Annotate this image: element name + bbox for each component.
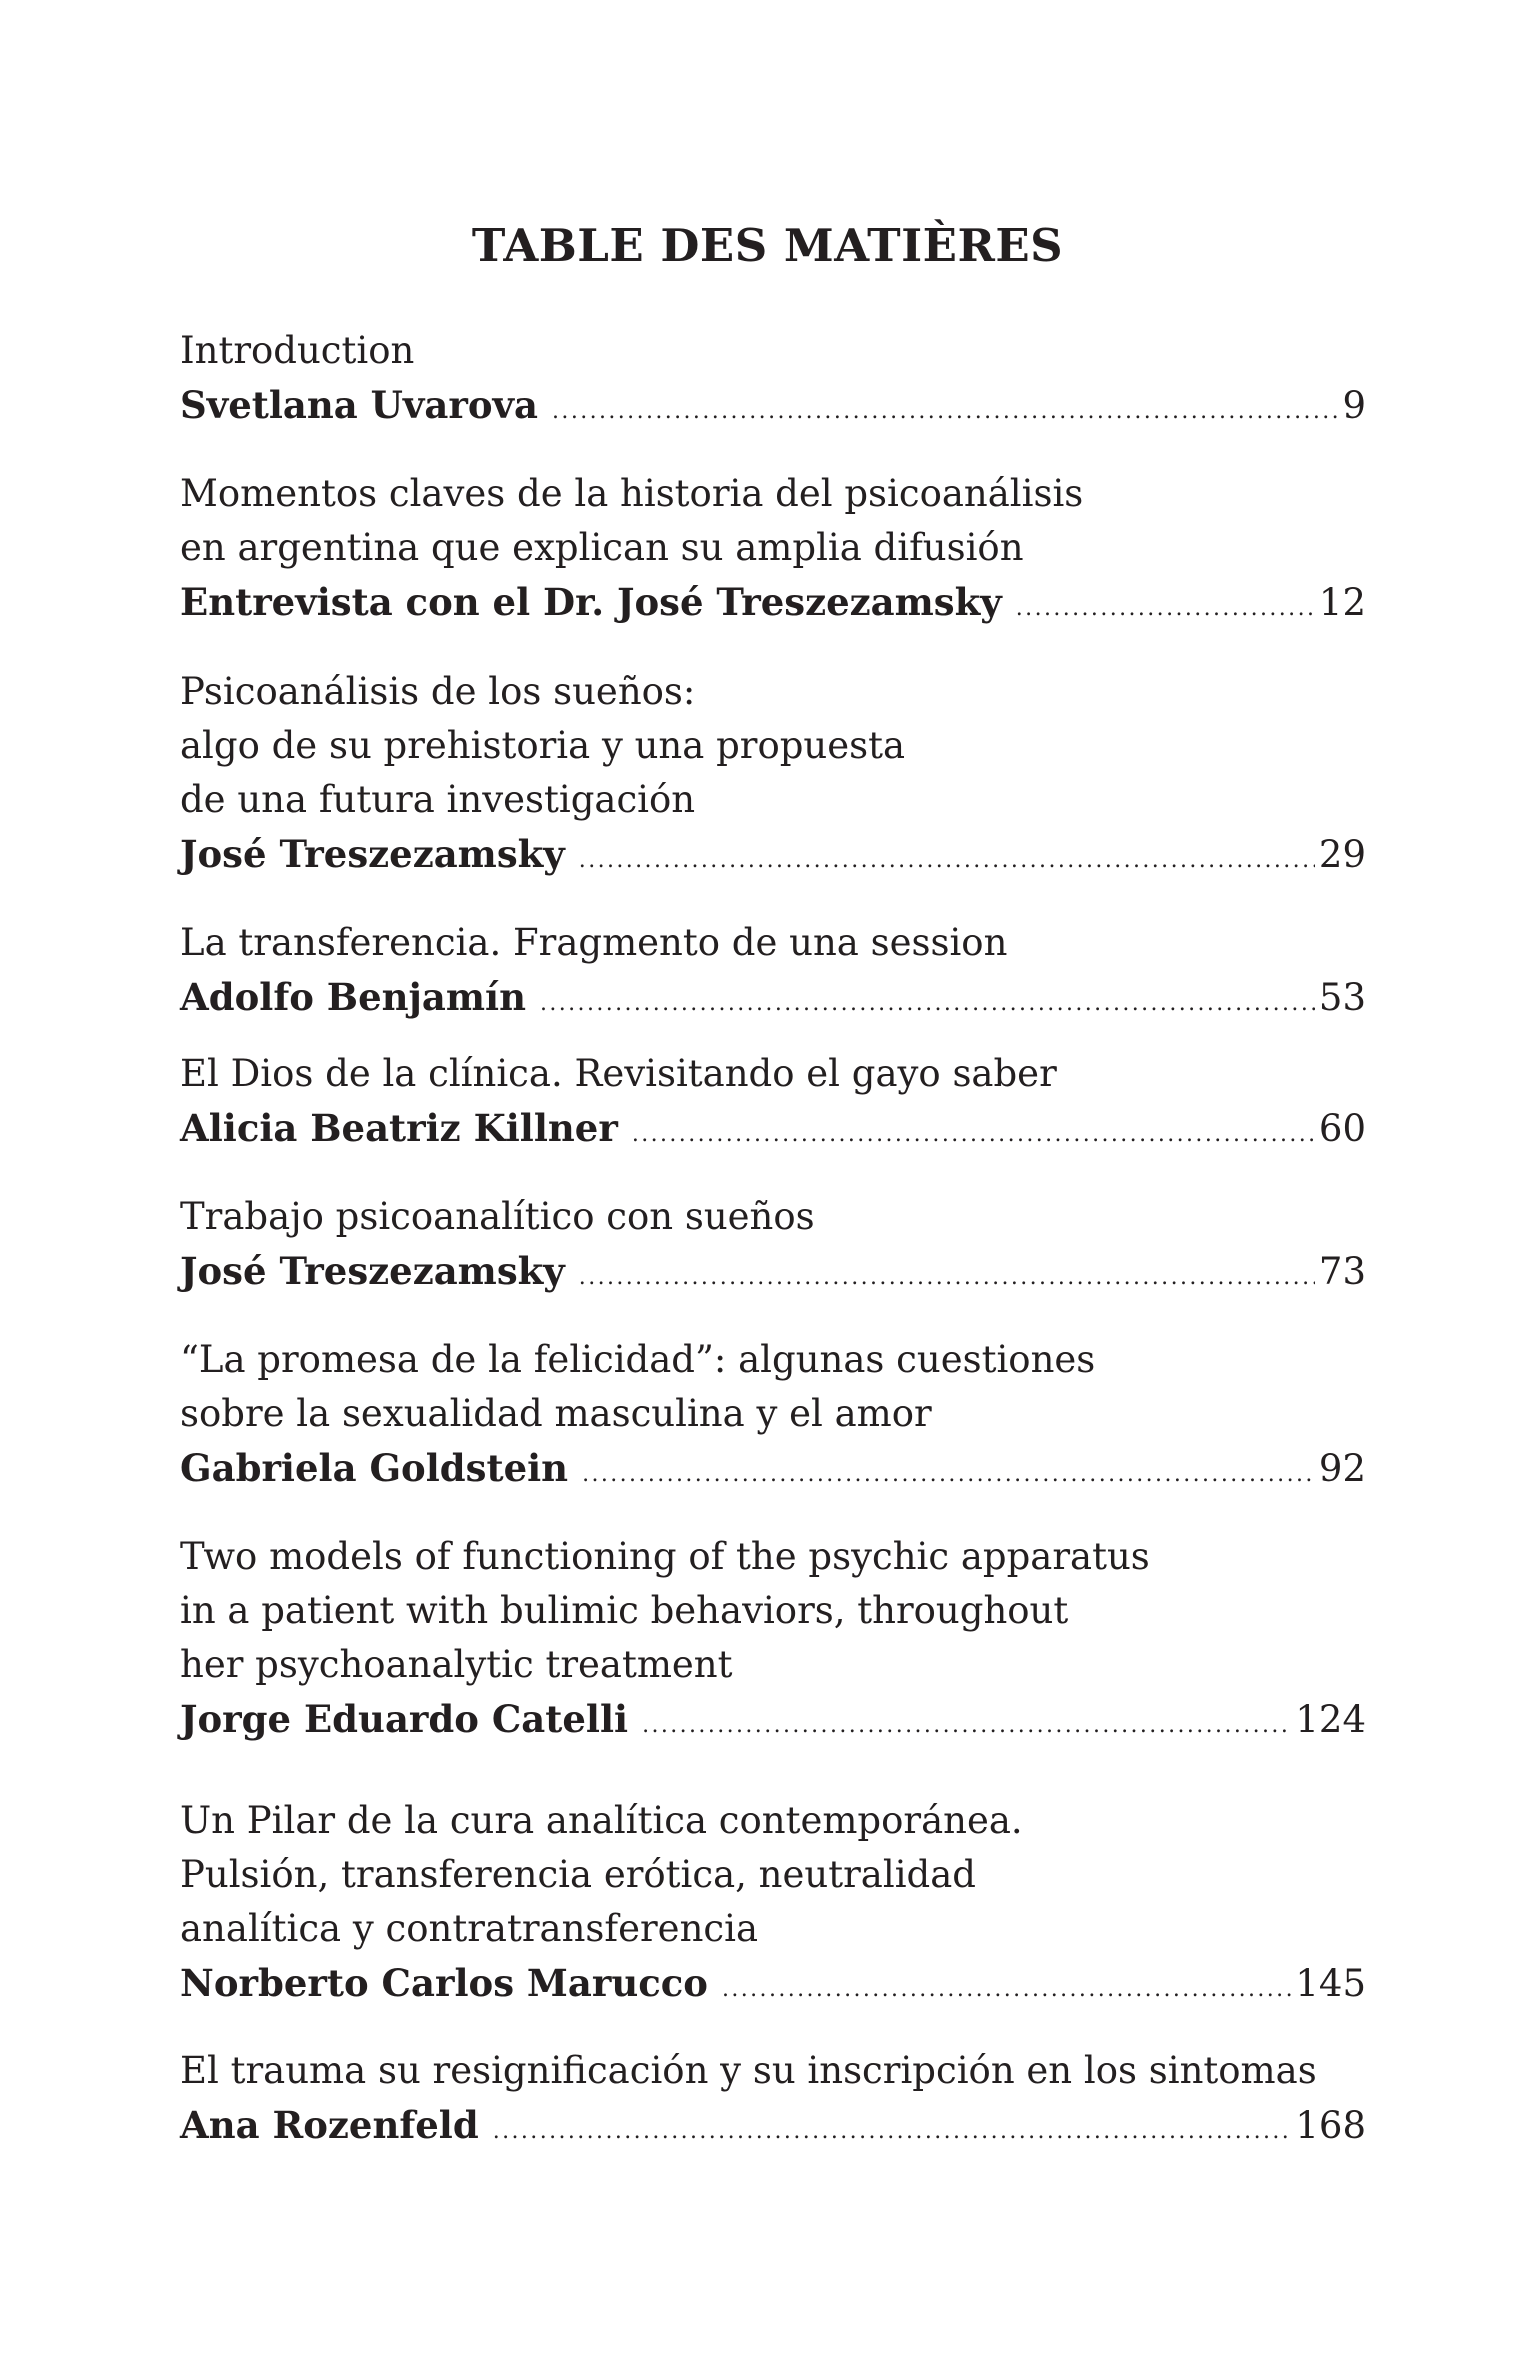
toc-entry-title: analítica y contratransferencia [180,1907,759,1950]
toc-entry-page: 53 [1318,976,1366,1019]
toc-entry-author: Svetlana Uvarova [180,383,539,427]
toc-entry-author-row [180,1441,1366,1495]
toc-entry-author-row [180,1101,1366,1155]
toc-entry-page: 73 [1318,1250,1366,1293]
toc-entry-author-row [180,1956,1366,2010]
toc-entry-author: Adolfo Benjamín [180,975,526,1019]
toc-entry-author-row [180,1244,1366,1298]
dot-leader [642,1699,1291,1753]
toc-entry-title: “La promesa de la felicidad”: algunas cuestiones [180,1338,1096,1381]
toc-entry-page: 29 [1318,833,1366,876]
toc-entry-page: 60 [1318,1107,1366,1150]
dot-leader [579,834,1315,888]
toc-entry-author-row [180,378,1366,432]
toc-entry-author: Jorge Eduardo Catelli [180,1697,629,1741]
toc-entry-title: Un Pilar de la cura analítica contemporánea. [180,1799,1023,1842]
toc-entry-title: Momentos claves de la historia del psicoanálisis [180,472,1084,515]
toc-entry-page: 9 [1342,384,1366,427]
dot-leader [582,1448,1315,1502]
toc-entry [180,916,1366,1024]
toc-entry-title: El trauma su resignificación y su inscripción en los sintomas [180,2049,1317,2092]
toc-entry-page: 12 [1318,581,1366,624]
toc-entry [180,1794,1366,2010]
page-title: TABLE DES MATIÈRES [471,219,1064,272]
dot-leader [632,1108,1315,1162]
toc-entry-author-row [180,1692,1366,1746]
toc-entry-page: 124 [1295,1698,1366,1741]
dot-leader [579,1251,1315,1305]
toc-entry [180,1530,1366,1746]
toc-entry-title: in a patient with bulimic behaviors, throughout [180,1589,1069,1632]
toc-entry-page: 145 [1295,1962,1366,2005]
toc-entry-author: Norberto Carlos Marucco [180,1961,708,2005]
toc-entry-author: Alicia Beatriz Killner [180,1106,618,1150]
toc-entry-author: José Treszezamsky [180,1249,565,1293]
toc-entry-title: El Dios de la clínica. Revisitando el gayo saber [180,1052,1057,1095]
toc-entry-author: José Treszezamsky [180,832,565,876]
toc-entry-title: Introduction [180,329,415,372]
toc-entry [180,324,1366,432]
toc-entry-title: en argentina que explican su amplia difusión [180,526,1024,569]
toc-entry [180,1333,1366,1495]
dot-leader [493,2105,1292,2159]
toc-entry [180,665,1366,881]
toc-entry-author: Entrevista con el Dr. José Treszezamsky [180,580,1002,624]
toc-entry-title: sobre la sexualidad masculina y el amor [180,1392,932,1435]
dot-leader [722,1963,1291,2017]
toc-entry-author: Gabriela Goldstein [180,1446,569,1490]
toc-entry-author-row [180,575,1366,629]
toc-entry-title: Pulsión, transferencia erótica, neutralidad [180,1853,976,1896]
toc-entry [180,1047,1366,1155]
dot-leader [540,977,1315,1031]
toc-entry-page: 92 [1318,1447,1366,1490]
dot-leader [1016,582,1315,636]
toc-entry-title: Trabajo psicoanalítico con sueños [180,1195,815,1238]
toc-entry [180,467,1366,629]
toc-entry-title: algo de su prehistoria y una propuesta [180,724,906,767]
toc-entry-title: Psicoanálisis de los sueños: [180,670,696,713]
toc-entry-title: Two models of functioning of the psychic apparatus [180,1535,1150,1578]
toc-entry-page: 168 [1295,2104,1366,2147]
toc-entry-author-row [180,827,1366,881]
toc-entry-author: Ana Rozenfeld [180,2103,479,2147]
toc-entry [180,2044,1366,2152]
toc-entry-author-row [180,970,1366,1024]
toc-entry-title: her psychoanalytic treatment [180,1643,733,1686]
toc-entry [180,1190,1366,1298]
toc-entry-author-row [180,2098,1366,2152]
toc-entry-title: La transferencia. Fragmento de una session [180,921,1008,964]
toc-entry-title: de una futura investigación [180,778,696,821]
dot-leader [552,385,1338,439]
